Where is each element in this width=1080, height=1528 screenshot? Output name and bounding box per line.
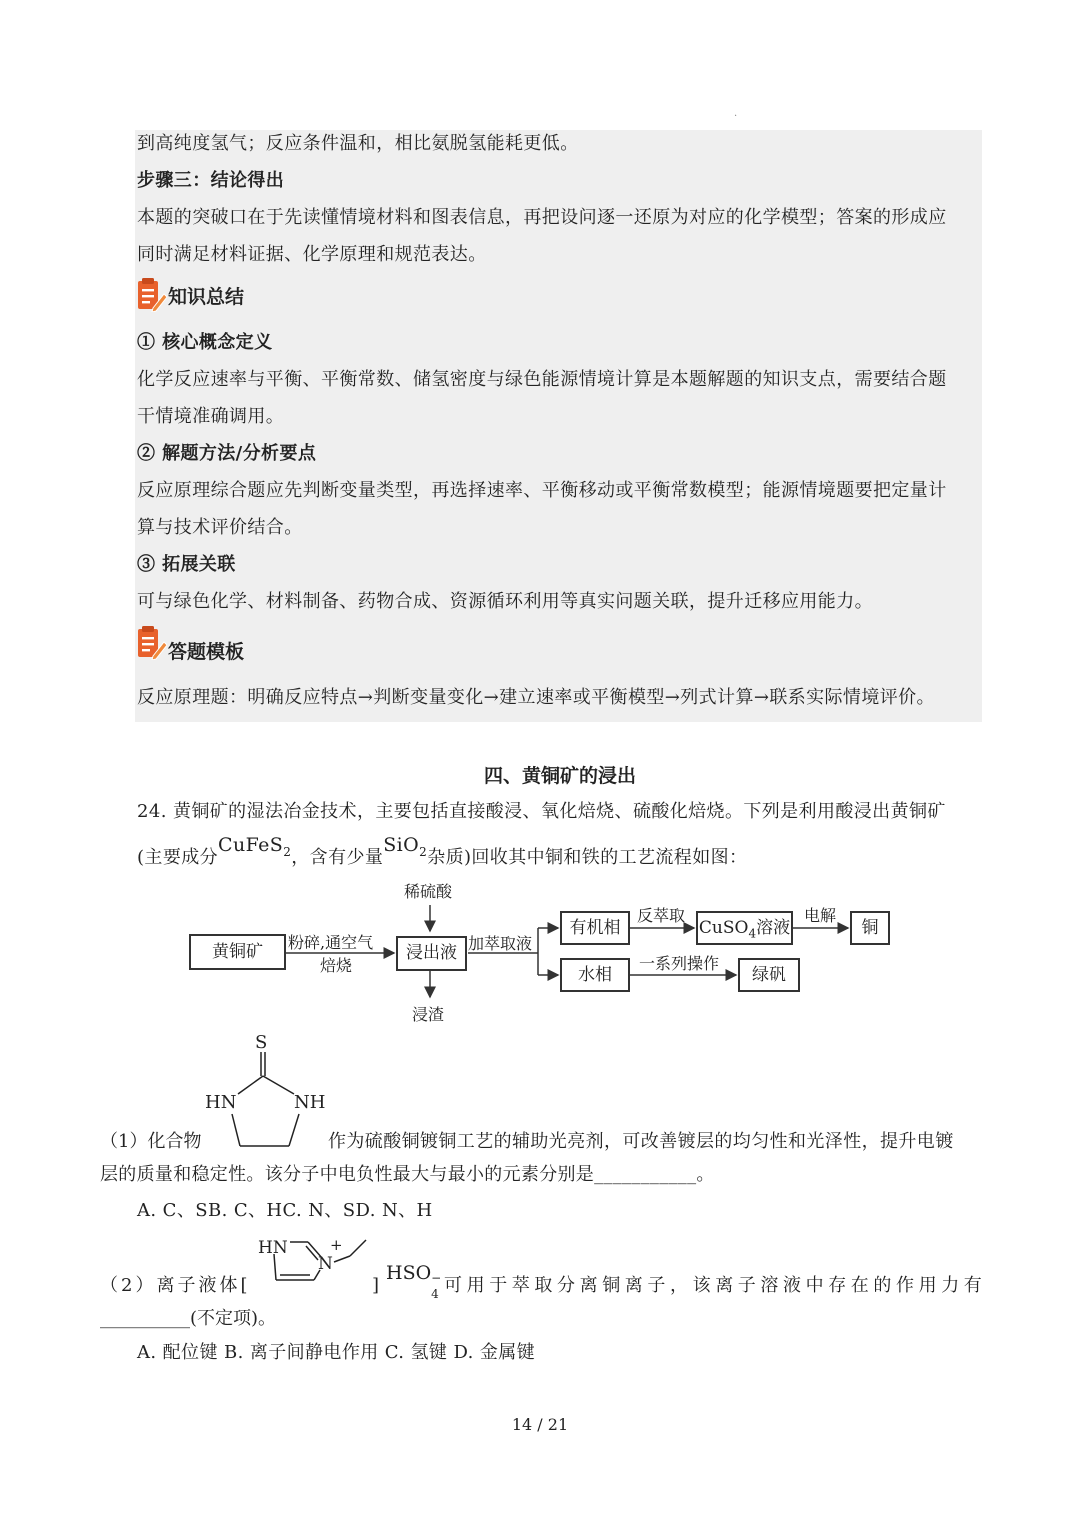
cuso4-formula: CuSO [698, 918, 749, 938]
question24-line1: 24. 黄铜矿的湿法冶金技术，主要包括直接酸浸、氧化焙烧、硫酸化焙烧。下列是利用酸浸出黄铜矿 [137, 801, 946, 822]
knowledge-item3-title: ③ 拓展关联 [137, 554, 236, 575]
positive-charge: + [330, 1236, 343, 1254]
flow-label-acid: 稀硫酸 [404, 882, 453, 901]
answer-template-heading: 答题模板 [168, 641, 245, 663]
top-mark: . [734, 108, 738, 119]
knowledge-item2-line1: 反应原理综合题应先判断变量类型，再选择速率、平衡移动或平衡常数模型；能源情境题要把定量计 [137, 480, 947, 501]
q1-line2: 层的质量和稳定性。该分子中电负性最大与最小的元素分别是___________。 [100, 1164, 715, 1185]
q2-suffix: 可用于萃取分离铜离子，该离子溶液中存在的作用力有 [444, 1275, 987, 1296]
atom-s: S [255, 1032, 268, 1053]
atom-hn: HN [258, 1238, 288, 1258]
question24-line2 [137, 836, 747, 876]
atom-nh-right: NH [294, 1092, 326, 1113]
notepad-pen-icon [137, 626, 167, 660]
q2-bracket-close: ] [372, 1275, 380, 1296]
anion-hso4 [386, 1262, 442, 1301]
step3-title: 步骤三：结论得出 [137, 170, 285, 191]
cuso4-subscript: 4 [748, 926, 757, 941]
flow-label-crush-air: 粉碎,通空气 [288, 933, 374, 952]
formula-sio2-sub: 2 [419, 844, 428, 859]
imidazolium-cation-structure [250, 1232, 380, 1292]
anion-charge: − [431, 1271, 442, 1285]
q2-options: A. 配位键 B. 离子间静电作用 C. 氢键 D. 金属键 [137, 1342, 536, 1363]
flow-box-copper: 铜 [850, 911, 890, 945]
flow-box-cuso4-solution [696, 911, 793, 945]
knowledge-item1-title: ① 核心概念定义 [137, 332, 273, 353]
anion-subscript: 4 [431, 1287, 439, 1301]
question24-text-a: (主要成分 [137, 847, 219, 868]
flow-label-back-extraction: 反萃取 [637, 906, 686, 925]
flow-box-leachate: 浸出液 [396, 936, 467, 971]
flow-label-electrolysis: 电解 [804, 906, 837, 925]
step3-paragraph-line1: 本题的突破口在于先读懂情境材料和图表信息，再把设问逐一还原为对应的化学模型；答案的形成应 [137, 207, 947, 228]
q1-options: A. C、SB. C、HC. N、SD. N、H [137, 1200, 433, 1221]
knowledge-item2-title: ② 解题方法/分析要点 [137, 443, 317, 464]
flow-box-ore: 黄铜矿 [189, 934, 286, 970]
anion-main: HSO [386, 1262, 432, 1284]
knowledge-item1-line1: 化学反应速率与平衡、平衡常数、储氢密度与绿色能源情境计算是本题解题的知识支点，需要结合题 [137, 369, 947, 390]
section-title: 四、黄铜矿的浸出 [483, 765, 636, 787]
q1-prefix: （1）化合物 [100, 1131, 202, 1152]
q2-line2: __________(不定项)。 [100, 1308, 277, 1329]
formula-sio2 [383, 834, 428, 859]
knowledge-item3-line1: 可与绿色化学、材料制备、药物合成、资源循环利用等真实问题关联，提升迁移应用能力。 [137, 591, 873, 612]
answer-template-text: 反应原理题：明确反应特点→判断变量变化→建立速率或平衡模型→列式计算→联系实际情境评价。 [137, 687, 935, 708]
flow-box-organic-phase: 有机相 [560, 911, 630, 945]
notepad-pen-icon [137, 278, 167, 312]
flow-box-green-vitriol: 绿矾 [738, 958, 800, 992]
process-flow-diagram [180, 875, 900, 1025]
formula-cufes2-sub: 2 [283, 844, 292, 859]
flow-label-series-operations: 一系列操作 [639, 954, 720, 973]
knowledge-item2-line2: 算与技术评价结合。 [137, 517, 303, 538]
question24-text-c: 杂质)回收其中铜和铁的工艺流程如图： [427, 847, 748, 868]
thiourea-ring-structure [200, 1030, 340, 1150]
question24-text-b: ，含有少量 [291, 847, 384, 868]
step3-paragraph-line2: 同时满足材料证据、化学原理和规范表达。 [137, 244, 487, 265]
page-number: 14 / 21 [511, 1415, 569, 1434]
atom-hn-left: HN [205, 1092, 237, 1113]
ring-bonds [200, 1030, 340, 1150]
q1-suffix: 作为硫酸铜镀铜工艺的辅助光亮剂，可改善镀层的均匀性和光泽性，提升电镀 [328, 1131, 954, 1152]
knowledge-item1-line2: 干情境准确调用。 [137, 406, 285, 427]
knowledge-summary-heading: 知识总结 [168, 286, 245, 308]
analysis-continued-line: 到高纯度氢气；反应条件温和，相比氨脱氢能耗更低。 [137, 133, 579, 154]
q2-prefix: （2）离子液体[ [100, 1275, 251, 1296]
flow-label-extractant: 加萃取液 [468, 934, 533, 953]
flow-label-residue: 浸渣 [412, 1005, 445, 1024]
formula-cufes2-main: CuFeS [218, 834, 284, 856]
flow-box-aqueous-phase: 水相 [560, 958, 630, 992]
flow-label-roast: 焙烧 [320, 956, 353, 975]
atom-n-plus: N [318, 1254, 333, 1274]
formula-cufes2 [218, 834, 292, 859]
cuso4-solution-label: 溶液 [756, 918, 791, 938]
formula-sio2-main: SiO [383, 834, 420, 856]
